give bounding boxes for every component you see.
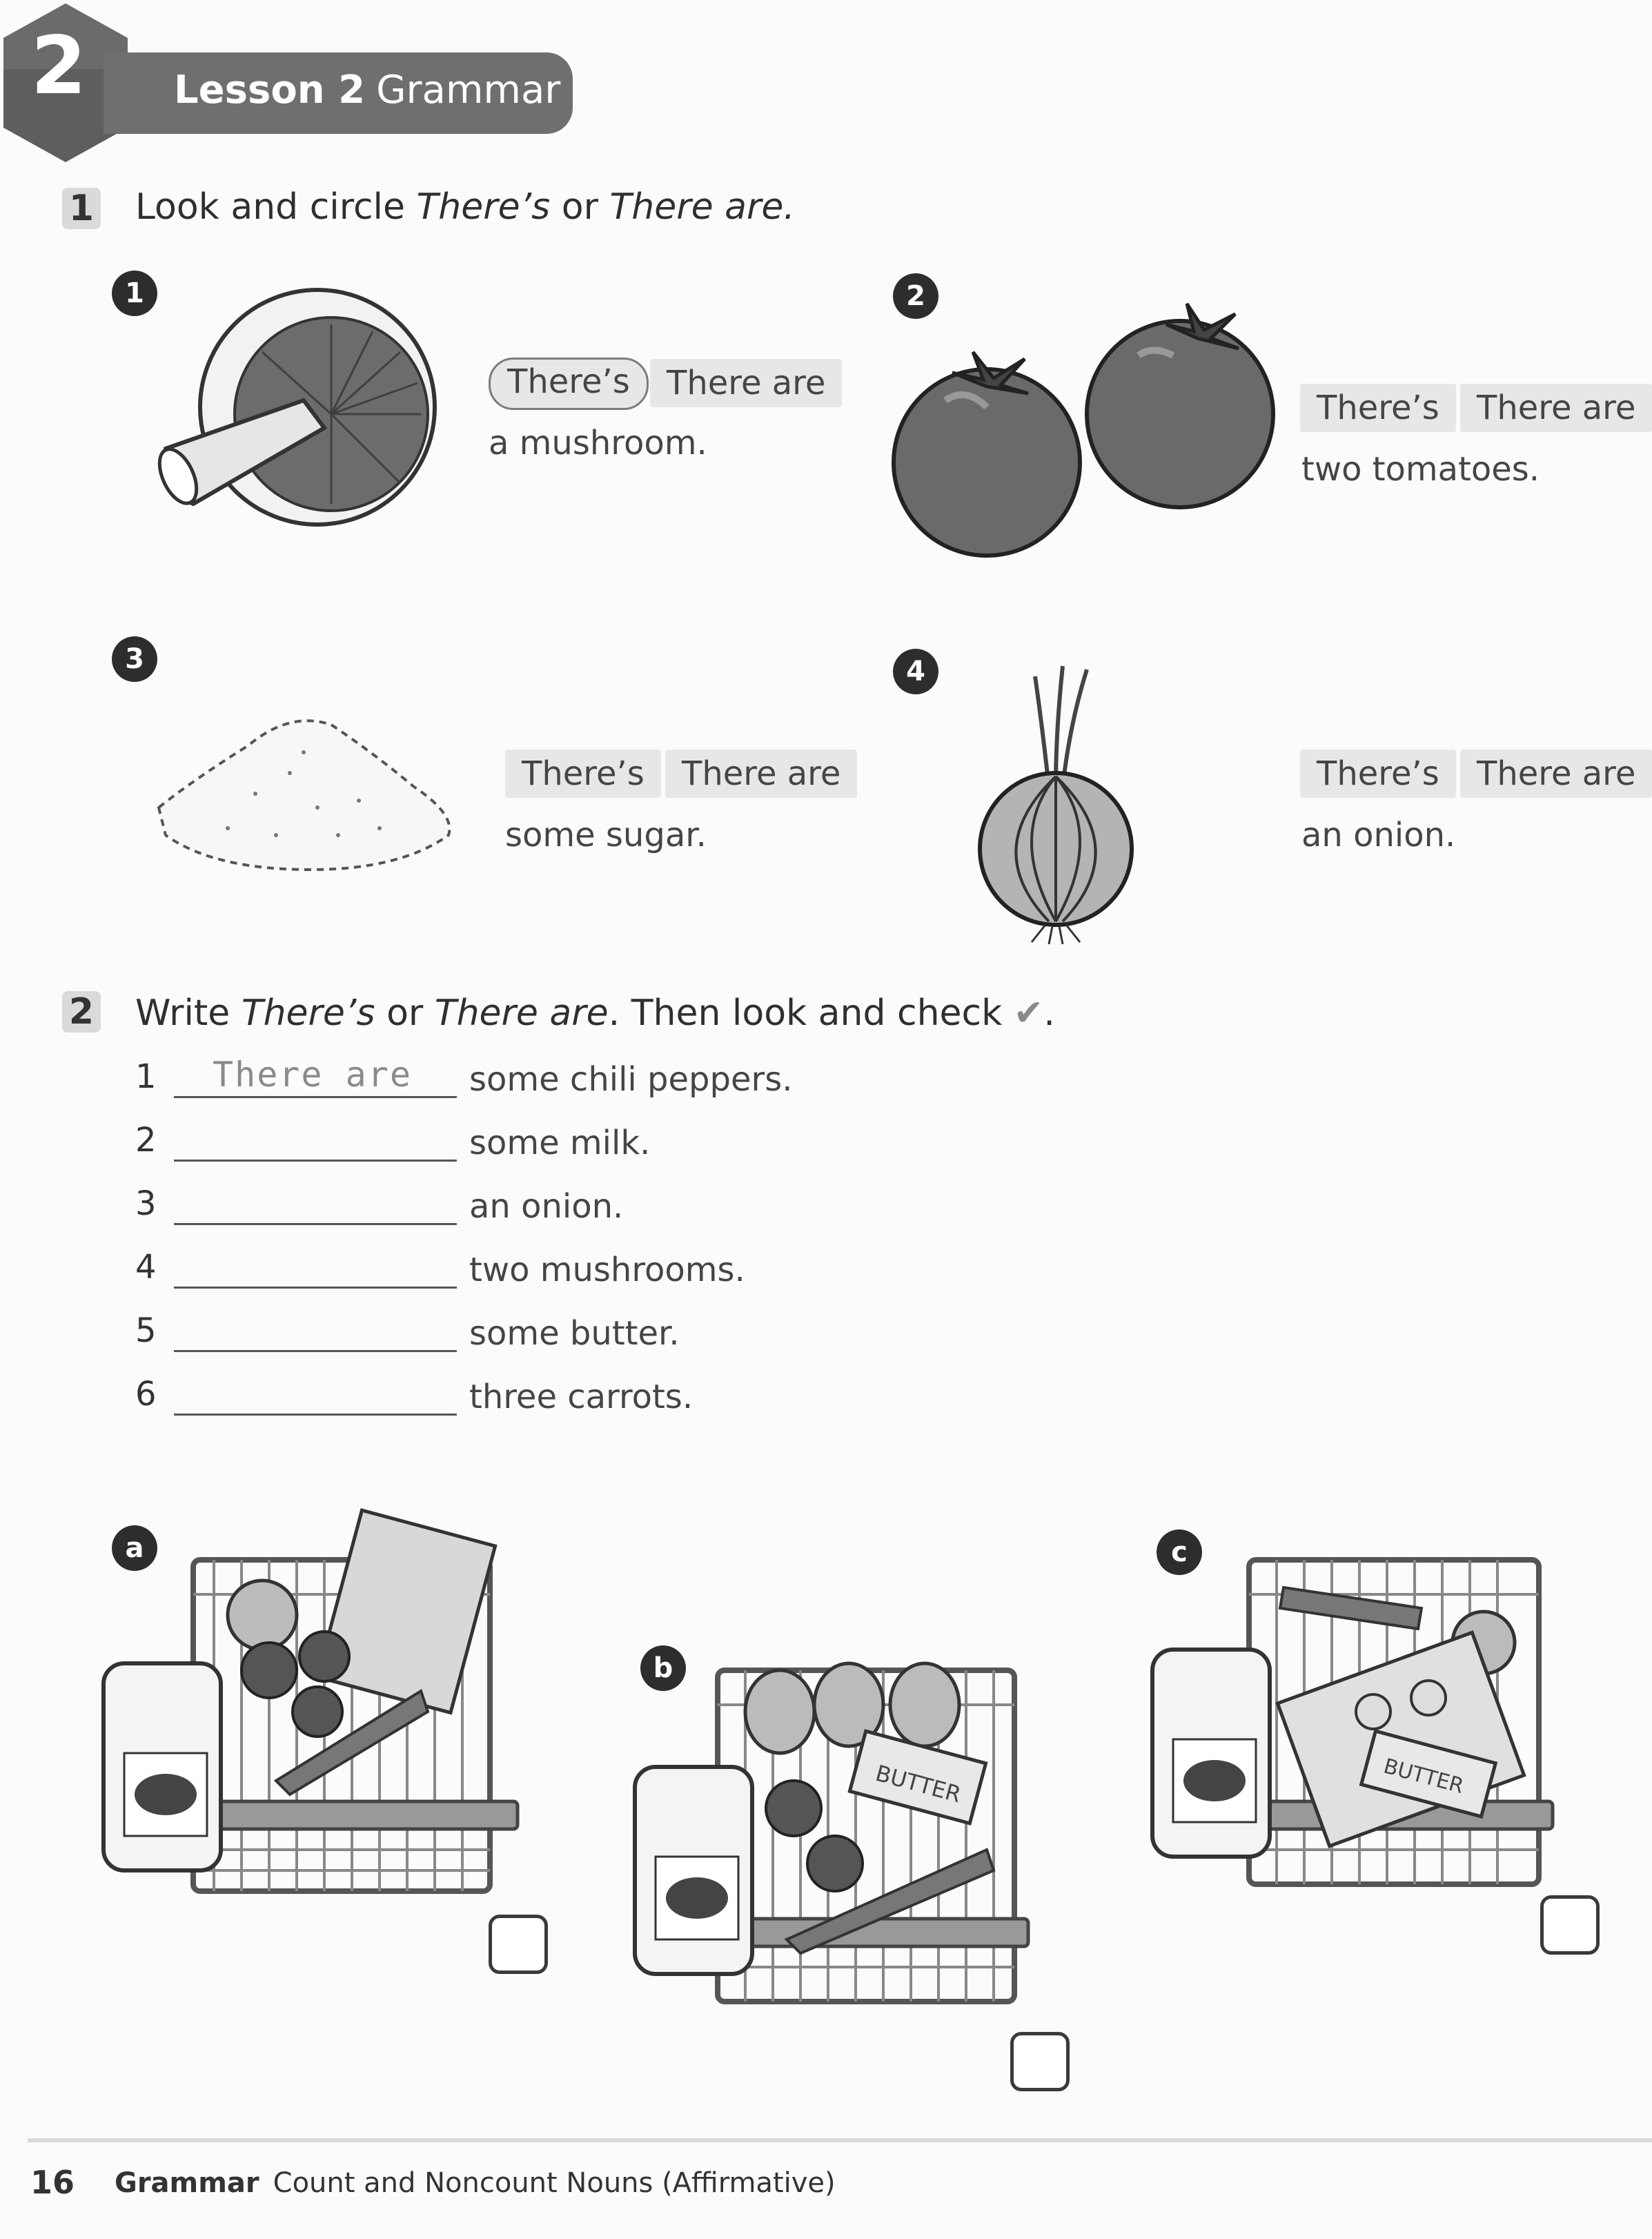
basket-badge-b: b bbox=[640, 1645, 686, 1691]
page-number: 16 bbox=[30, 2164, 75, 2201]
item-4-choice-there-are[interactable]: There are bbox=[1460, 750, 1652, 798]
footer-label bbox=[115, 2167, 836, 2199]
onion-illustration bbox=[966, 663, 1145, 946]
item-4-sentence: an onion. bbox=[1301, 816, 1456, 854]
footer-rule bbox=[28, 2138, 1652, 2142]
item-1-sentence: a mushroom. bbox=[489, 424, 707, 462]
basket-badge-c: c bbox=[1157, 1529, 1202, 1575]
handwritten-answer-1: There are bbox=[213, 1055, 412, 1095]
mushroom-illustration bbox=[152, 283, 449, 531]
unit-number: 2 bbox=[30, 19, 87, 113]
answer-blank-5[interactable] bbox=[174, 1310, 457, 1352]
check-mark-icon: ✔ bbox=[1013, 993, 1044, 1034]
item-1-choice-theres[interactable]: There’s bbox=[489, 358, 649, 410]
item-badge-2: 2 bbox=[893, 273, 938, 319]
lesson-label: Lesson 2 bbox=[174, 68, 366, 113]
basket-a-checkbox[interactable] bbox=[489, 1915, 548, 1974]
item-2-sentence: two tomatoes. bbox=[1301, 450, 1540, 489]
item-badge-1: 1 bbox=[112, 271, 157, 316]
answer-blank-4[interactable] bbox=[174, 1246, 457, 1289]
item-4-choice-theres[interactable]: There’s bbox=[1300, 750, 1456, 798]
basket-b-checkbox[interactable] bbox=[1010, 2032, 1070, 2091]
item-badge-3: 3 bbox=[112, 636, 157, 682]
item-2-choice-there-are[interactable]: There are bbox=[1460, 384, 1652, 432]
exercise-2-number: 2 bbox=[62, 991, 101, 1033]
item-3-choice-there-are[interactable]: There are bbox=[665, 750, 857, 798]
basket-c-illustration bbox=[1145, 1539, 1560, 1967]
sugar-illustration bbox=[152, 697, 462, 877]
basket-c-butter-label: BUTTER bbox=[1381, 1754, 1466, 1799]
item-3-choice-theres[interactable]: There’s bbox=[505, 750, 661, 798]
basket-a-illustration bbox=[97, 1505, 524, 1960]
exercise-1-instruction: Look and circle There’s or There are. bbox=[135, 186, 795, 228]
lesson-title bbox=[174, 66, 560, 115]
answer-blank-3[interactable] bbox=[174, 1183, 457, 1225]
footer-section: Grammar bbox=[115, 2167, 259, 2199]
basket-c-checkbox[interactable] bbox=[1540, 1895, 1600, 1955]
lesson-topic: Grammar bbox=[376, 68, 561, 113]
exercise-2-instruction: Write There’s or There are. Then look and check ✔. bbox=[135, 993, 1055, 1034]
item-badge-4: 4 bbox=[893, 649, 938, 694]
basket-badge-a: a bbox=[112, 1525, 157, 1571]
answer-blank-2[interactable] bbox=[174, 1120, 457, 1162]
exercise-1-number: 1 bbox=[62, 188, 101, 229]
tomatoes-illustration bbox=[890, 297, 1277, 566]
answer-blank-1[interactable] bbox=[174, 1056, 457, 1098]
item-2-choice-theres[interactable]: There’s bbox=[1300, 384, 1456, 432]
item-1-choice-there-are[interactable]: There are bbox=[650, 359, 842, 407]
basket-b-butter-label: BUTTER bbox=[872, 1759, 964, 1808]
basket-b-illustration bbox=[628, 1643, 1042, 2084]
item-3-sentence: some sugar. bbox=[505, 816, 707, 854]
answer-blank-6[interactable] bbox=[174, 1373, 457, 1416]
footer-topic: Count and Noncount Nouns (Affirmative) bbox=[273, 2167, 836, 2199]
